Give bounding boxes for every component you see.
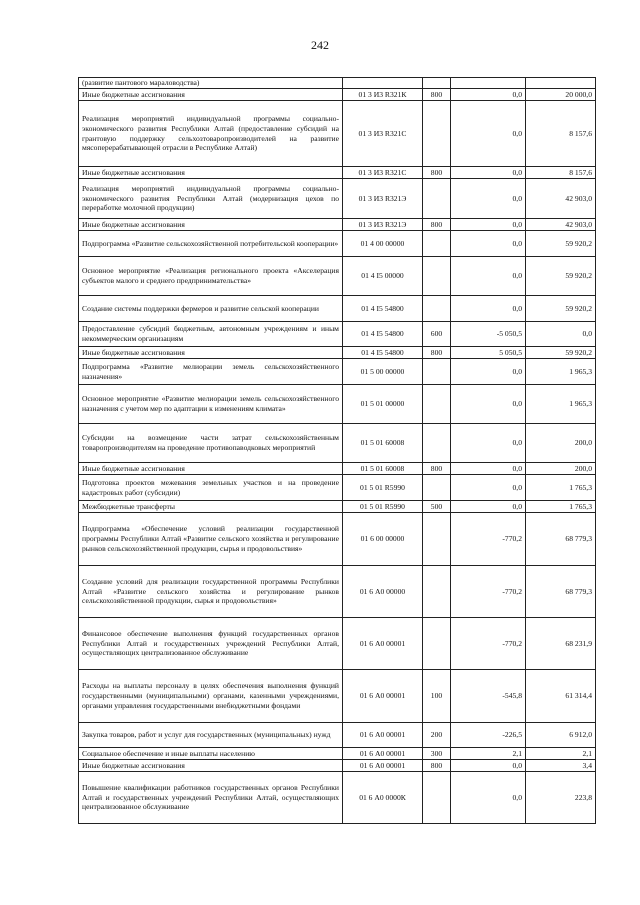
row-expense-type: 800	[423, 347, 451, 359]
row-change: 0,0	[451, 424, 526, 463]
row-total: 1 765,3	[526, 475, 596, 501]
table-row	[79, 179, 596, 219]
row-total: 200,0	[526, 463, 596, 475]
row-change: 0,0	[451, 760, 526, 772]
row-code: 01 5 00 00000	[343, 359, 423, 385]
row-code: 01 6 А0 00001	[343, 760, 423, 772]
table-row	[79, 424, 596, 463]
row-code: 01 6 А0 00000	[343, 566, 423, 618]
row-total: 2,1	[526, 748, 596, 760]
row-change: 0,0	[451, 772, 526, 824]
table-row	[79, 760, 596, 772]
row-expense-type: 600	[423, 322, 451, 347]
row-name: Подпрограмма «Обеспечение условий реализации государственной программы Республики Алтай «Развитие сельского хозяйства и регулирование рынков сельскохозяйственной продукции, сырья и продовольствия»	[79, 513, 343, 566]
row-total: 20 000,0	[526, 89, 596, 101]
row-total: 3,4	[526, 760, 596, 772]
row-expense-type: 800	[423, 89, 451, 101]
row-total: 0,0	[526, 322, 596, 347]
row-change: 5 050,5	[451, 347, 526, 359]
row-code	[343, 78, 423, 89]
row-expense-type: 800	[423, 167, 451, 179]
table-row	[79, 89, 596, 101]
row-change: 0,0	[451, 501, 526, 513]
table-row	[79, 748, 596, 760]
row-code: 01 5 01 R5990	[343, 475, 423, 501]
row-name: Финансовое обеспечение выполнения функций государственных органов Республики Алтай и государственных учреждений Республики Алтай, осуществляющих централизованное обслуживание	[79, 618, 343, 670]
row-expense-type	[423, 772, 451, 824]
row-change: 0,0	[451, 257, 526, 296]
row-code: 01 4 00 00000	[343, 231, 423, 257]
budget-table	[78, 77, 596, 824]
row-name: Создание условий для реализации государственной программы Республики Алтай «Развитие сельского хозяйства и регулирование рынков сельскохозяйственной продукции, сырья и продовольствия»	[79, 566, 343, 618]
table-row	[79, 219, 596, 231]
row-name: Основное мероприятие «Реализация регионального проекта «Акселерация субъектов малого и среднего предпринимательства»	[79, 257, 343, 296]
row-name: Межбюджетные трансферты	[79, 501, 343, 513]
row-name: Иные бюджетные ассигнования	[79, 89, 343, 101]
row-code: 01 6 А0 00001	[343, 723, 423, 748]
row-total: 8 157,6	[526, 167, 596, 179]
table-row	[79, 723, 596, 748]
row-expense-type: 200	[423, 723, 451, 748]
row-name: Предоставление субсидий бюджетным, автономным учреждениям и иным некоммерческим организациям	[79, 322, 343, 347]
row-code: 01 5 01 60008	[343, 463, 423, 475]
row-total: 68 231,9	[526, 618, 596, 670]
row-name: Расходы на выплаты персоналу в целях обеспечения выполнения функций государственными (муниципальными) органами, казенными учреждениями, органами управления государственными внебюджетными фондами	[79, 670, 343, 723]
table-row	[79, 513, 596, 566]
row-name: Подготовка проектов межевания земельных участков и на проведение кадастровых работ (субсидии)	[79, 475, 343, 501]
row-name: Иные бюджетные ассигнования	[79, 219, 343, 231]
row-total	[526, 78, 596, 89]
row-change	[451, 78, 526, 89]
row-code: 01 3 И3 R321К	[343, 89, 423, 101]
table-row	[79, 257, 596, 296]
row-name: Закупка товаров, работ и услуг для государственных (муниципальных) нужд	[79, 723, 343, 748]
row-change: 2,1	[451, 748, 526, 760]
table-row	[79, 231, 596, 257]
row-expense-type	[423, 424, 451, 463]
row-total: 223,8	[526, 772, 596, 824]
row-expense-type	[423, 78, 451, 89]
row-expense-type	[423, 257, 451, 296]
row-total: 200,0	[526, 424, 596, 463]
row-name: Иные бюджетные ассигнования	[79, 463, 343, 475]
table-row	[79, 475, 596, 501]
row-total: 1 765,3	[526, 501, 596, 513]
row-total: 59 920,2	[526, 296, 596, 322]
table-row	[79, 167, 596, 179]
row-expense-type	[423, 179, 451, 219]
row-expense-type	[423, 359, 451, 385]
row-change: 0,0	[451, 179, 526, 219]
row-change: 0,0	[451, 359, 526, 385]
table-row	[79, 101, 596, 167]
row-name: Субсидии на возмещение части затрат сельскохозяйственным товаропроизводителям на проведение противопаводковых мероприятий	[79, 424, 343, 463]
row-name: Иные бюджетные ассигнования	[79, 760, 343, 772]
row-code: 01 3 И3 R321Э	[343, 219, 423, 231]
row-change: -770,2	[451, 618, 526, 670]
row-change: 0,0	[451, 463, 526, 475]
table-row	[79, 347, 596, 359]
row-name: Подпрограмма «Развитие мелиорации земель сельскохозяйственного назначения»	[79, 359, 343, 385]
table-row	[79, 772, 596, 824]
row-expense-type: 500	[423, 501, 451, 513]
row-change: -5 050,5	[451, 322, 526, 347]
row-name: Повышение квалификации работников государственных органов Республики Алтай и государственных учреждений Республики Алтай, осуществляющих централизованное обслуживание	[79, 772, 343, 824]
row-expense-type: 800	[423, 760, 451, 772]
table-row	[79, 566, 596, 618]
row-name: Иные бюджетные ассигнования	[79, 347, 343, 359]
row-change: 0,0	[451, 231, 526, 257]
row-expense-type: 100	[423, 670, 451, 723]
row-name: Создание системы поддержки фермеров и развитие сельской кооперации	[79, 296, 343, 322]
row-change: -770,2	[451, 513, 526, 566]
row-name: Основное мероприятие «Развитие мелиорации земель сельскохозяйственного назначения с учетом мер по адаптации к изменениям климата»	[79, 385, 343, 424]
row-expense-type	[423, 475, 451, 501]
row-code: 01 5 01 R5990	[343, 501, 423, 513]
row-code: 01 4 I5 54800	[343, 296, 423, 322]
budget-table-body	[79, 78, 596, 824]
row-change: 0,0	[451, 475, 526, 501]
row-change: 0,0	[451, 89, 526, 101]
row-change: 0,0	[451, 167, 526, 179]
row-change: 0,0	[451, 296, 526, 322]
row-total: 42 903,0	[526, 219, 596, 231]
row-expense-type	[423, 566, 451, 618]
row-expense-type	[423, 231, 451, 257]
row-name: Реализация мероприятий индивидуальной программы социально-экономического развития Республики Алтай (предоставление субсидий на грантовую поддержку сельхозтоваропроизводителей на развитие мясоперерабатывающей отрасли в Республике Алтай)	[79, 101, 343, 167]
row-expense-type	[423, 513, 451, 566]
row-expense-type: 300	[423, 748, 451, 760]
row-code: 01 6 А0 0000К	[343, 772, 423, 824]
row-code: 01 5 01 00000	[343, 385, 423, 424]
row-name: Иные бюджетные ассигнования	[79, 167, 343, 179]
row-total: 68 779,3	[526, 566, 596, 618]
row-total: 59 920,2	[526, 347, 596, 359]
row-code: 01 6 00 00000	[343, 513, 423, 566]
table-row	[79, 359, 596, 385]
row-change: 0,0	[451, 385, 526, 424]
row-code: 01 4 I5 00000	[343, 257, 423, 296]
row-change: -770,2	[451, 566, 526, 618]
row-name: Реализация мероприятий индивидуальной программы социально-экономического развития Республики Алтай (модернизация цехов по переработке молочной продукции)	[79, 179, 343, 219]
row-expense-type: 800	[423, 463, 451, 475]
table-row	[79, 78, 596, 89]
table-row	[79, 618, 596, 670]
row-expense-type	[423, 618, 451, 670]
row-code: 01 3 И3 R321Э	[343, 179, 423, 219]
row-total: 59 920,2	[526, 231, 596, 257]
row-total: 8 157,6	[526, 101, 596, 167]
row-name: Социальное обеспечение и иные выплаты населению	[79, 748, 343, 760]
row-code: 01 4 I5 54800	[343, 322, 423, 347]
row-total: 6 912,0	[526, 723, 596, 748]
row-change: 0,0	[451, 101, 526, 167]
row-total: 59 920,2	[526, 257, 596, 296]
row-code: 01 6 А0 00001	[343, 618, 423, 670]
row-code: 01 4 I5 54800	[343, 347, 423, 359]
row-code: 01 6 А0 00001	[343, 670, 423, 723]
row-code: 01 3 И3 R321С	[343, 101, 423, 167]
table-row	[79, 670, 596, 723]
row-name: Подпрограмма «Развитие сельскохозяйственной потребительской кооперации»	[79, 231, 343, 257]
row-total: 42 903,0	[526, 179, 596, 219]
row-total: 1 965,3	[526, 385, 596, 424]
row-name: (развитие пантового мараловодства)	[79, 78, 343, 89]
row-code: 01 6 А0 00001	[343, 748, 423, 760]
row-change: -545,8	[451, 670, 526, 723]
table-row	[79, 296, 596, 322]
row-expense-type	[423, 385, 451, 424]
row-expense-type	[423, 296, 451, 322]
table-row	[79, 501, 596, 513]
row-code: 01 3 И3 R321С	[343, 167, 423, 179]
row-code: 01 5 01 60008	[343, 424, 423, 463]
table-row	[79, 463, 596, 475]
row-total: 61 314,4	[526, 670, 596, 723]
row-change: -226,5	[451, 723, 526, 748]
row-change: 0,0	[451, 219, 526, 231]
page-number: 242	[311, 38, 329, 52]
row-total: 1 965,3	[526, 359, 596, 385]
table-row	[79, 385, 596, 424]
table-row	[79, 322, 596, 347]
row-total: 68 779,3	[526, 513, 596, 566]
row-expense-type: 800	[423, 219, 451, 231]
row-expense-type	[423, 101, 451, 167]
